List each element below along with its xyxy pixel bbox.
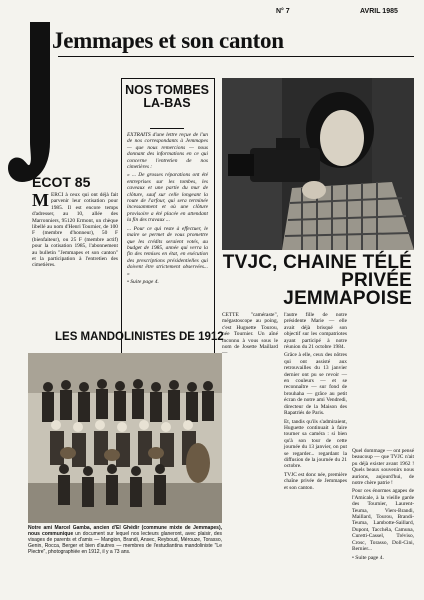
nos-tombes-rule bbox=[150, 128, 184, 129]
issue-number: N° 7 bbox=[276, 8, 290, 15]
tvjc-col2-p2: Grâce à elle, ceux des nôtres qui ont assisté aux retrouvailles du 13 janvier dernier ont pu se revoir — en couleurs — et se reconnaître — sur fond de brouhaha — grâce au petit écran de notre ami Vendredi, directeur de la Maison des Rapatriés de Paris. bbox=[284, 352, 347, 417]
nos-tombes-p1: EXTRAITS d'une lettre reçue de l'un de nos correspondants à Jemmapes — que nous remercions — nous donnant des informations en ce qui concerne l'entretien de nos cimetières : bbox=[127, 132, 208, 171]
tvjc-col3-p1: Quel dommage — ont pensé beaucoup — que TVJC n'ait pu déjà exister avant 1962 ! Quels beaux souvenirs nous aurions, aujourd'hui, de notre chère patrie ! bbox=[352, 448, 414, 487]
tvjc-col2-p1: l'autre fille de notre présidente Marie — elle avait déjà brisqué son objectif sur les compatriotes ayant participé à notre réunion du 21 octobre 1984. bbox=[284, 312, 347, 351]
ecot-body bbox=[32, 192, 118, 269]
masthead-j-letter bbox=[8, 22, 56, 182]
tvjc-col3-p2: Pour ces énormes agapes de l'Amicale, à la vieille garde des Tournier, Laurent-Teuma, Viers-Brandi, Maillard, Tourou, Brandi-Teuma, Lambotte-Saillard, Dupont, Tacchéla, Camuna, Curetti-Cassel, Tréviso, Crosc, Torasso, Doll-Cini, Bernier... bbox=[352, 488, 414, 553]
tvjc-col-1 bbox=[222, 312, 278, 359]
issue-date: AVRIL 1985 bbox=[360, 8, 398, 15]
mandolinistes-caption bbox=[28, 525, 222, 555]
ecot-title: ECOT 85 bbox=[32, 174, 91, 190]
tvjc-col2-p4: TVJC est donc née, première chaîne privée de Jemmapes et son canton. bbox=[284, 471, 347, 491]
masthead-rule bbox=[58, 56, 414, 57]
tvjc-suite: • Suite page 4. bbox=[352, 554, 384, 561]
tvjc-col2-p3: Et, tandis qu'ils s'admiraient, Huguette continuait à faire tourner sa caméra : si bien qu'à son tour de cette journée du 13 janvier, on put se regarder... regardant la diffusion de la journée du 21 octobre. bbox=[284, 418, 347, 470]
nos-tombes-suite: • Suite page 4. bbox=[127, 278, 159, 285]
mandolinistes-title: LES MANDOLINISTES DE 1912 bbox=[55, 331, 224, 343]
caption-lead: Notre ami Marcel Gamba, ancien d'El Ghédir (commune mixte de Jemmapes), nous communique bbox=[28, 525, 222, 537]
masthead-title: Jemmapes et son canton bbox=[52, 28, 284, 53]
mandolinistes-photo bbox=[28, 353, 222, 523]
nos-tombes-p2: « ... De grosses réparations ont été entreprises sur les tombes, les caveaux et une partie du mur de clôture, sauf sur celle longeant la route de l'arfour, qui sera terminée incessamment et où une clôture provisoire a été placée en attendant la fin des travaux ... bbox=[127, 172, 208, 224]
nos-tombes-title: NOS TOMBES LA-BAS bbox=[125, 83, 209, 110]
ecot-text: ERCI à ceux qui ont déjà fait parvenir leur cotisation pour 1985. Il est encore temps d'adresser, au 10, allée des Marronniers, 95120 Ermont, un chèque libellé au nom d'Henri Tournier, de 100 F (membre d'honneur), 50 F (bienfaiteur), ou 25 F (membre actif) pour la cotisation 1985, l'abonnement au bulletin "Jemmapes et son canton" et la participation à l'entretien des cimetières. bbox=[32, 192, 118, 269]
nos-tombes-body bbox=[127, 132, 208, 287]
tvjc-col-3 bbox=[352, 448, 414, 563]
caption-rest: un document sur lequel nos lecteurs glaneront, avec plaisir, des visages de parents et d'amis — Mangion, Brandi, Ansec, Reyboud, Mérouze, Torasso, Genin, Rocca, Berger et bien d'autres — membres de l'estudiantina mandoliniste "Le Plectre", photographiée en 1912, il y a 73 ans. bbox=[28, 531, 222, 555]
tvjc-title: TVJC, CHAINE TÉLÉ PRIVÉE JEMMAPOISE bbox=[222, 252, 412, 309]
nos-tombes-p3: ... Pour ce qui reste à effectuer, le maire se permet de vous promettre que les crédits seraient votés, au budget de 1985, année qui verra la fin des remises en état, en exécution des prescriptions présidentielles qui doivent être strictement observées... » bbox=[127, 225, 208, 277]
ecot-dropcap: M bbox=[32, 190, 49, 210]
camerawoman-photo bbox=[222, 78, 414, 250]
tvjc-col1-text: CETTE "caméraste", mégastoscope au poing, c'est Huguette Tourou, née Tournier. Un aîné inconnu à vous sous le nom de Josette Maillard — bbox=[222, 312, 278, 357]
tvjc-col-2 bbox=[284, 312, 347, 493]
